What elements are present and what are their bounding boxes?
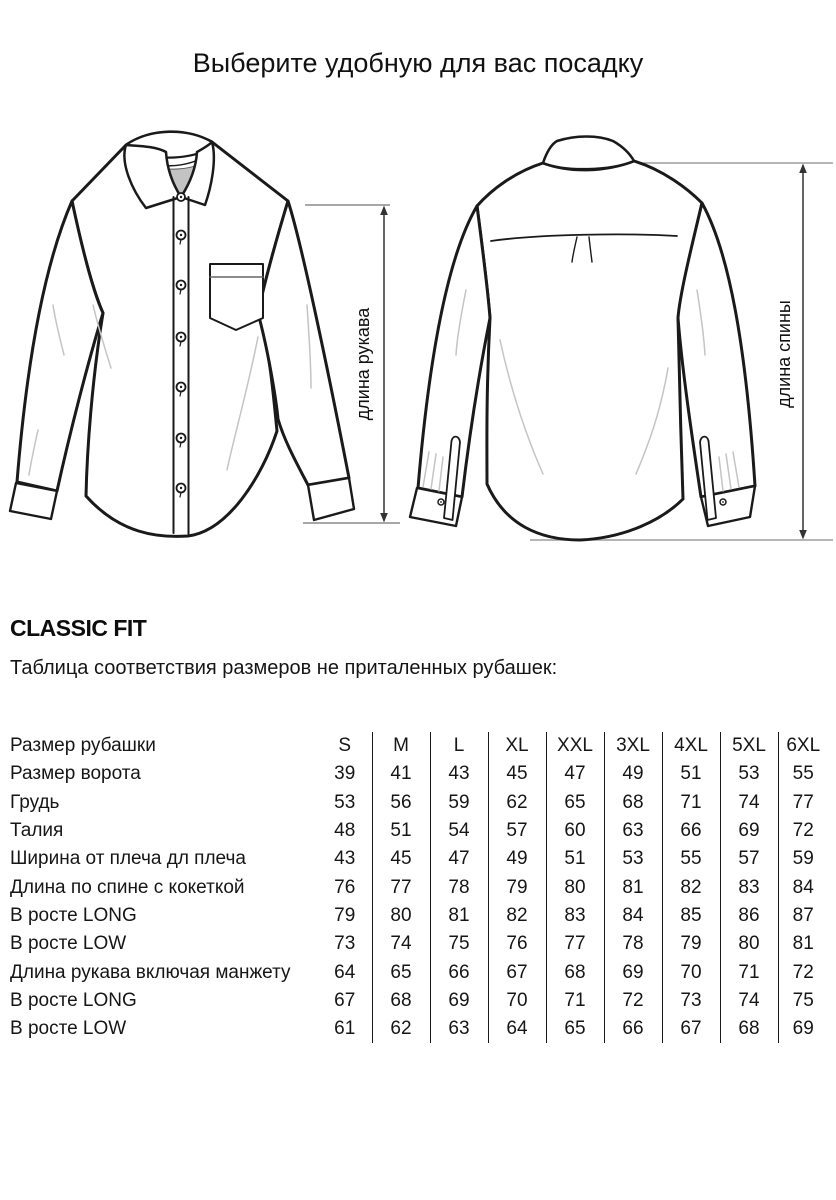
value-cell: 80 — [546, 873, 604, 901]
value-cell: 84 — [604, 902, 662, 930]
row-label: Длина рукава включая манжету — [10, 961, 291, 983]
value-cell: 74 — [372, 930, 430, 958]
value-cell: 65 — [546, 789, 604, 817]
row-label: Размер рубашки — [10, 735, 156, 757]
table-row — [8, 873, 828, 901]
value-cell: 47 — [546, 760, 604, 788]
value-cell: 73 — [662, 987, 720, 1015]
table-row — [8, 987, 828, 1015]
value-cell: 53 — [604, 845, 662, 873]
value-cell: 78 — [604, 930, 662, 958]
value-cell: 51 — [372, 817, 430, 845]
value-cell: 71 — [662, 789, 720, 817]
value-cell: 82 — [488, 902, 546, 930]
table-row — [8, 760, 828, 788]
value-cell: 49 — [604, 760, 662, 788]
row-label: В росте LONG — [10, 989, 137, 1011]
value-cell: 73 — [334, 933, 356, 955]
size-header-row — [8, 732, 828, 760]
row-label: Ширина от плеча дл плеча — [10, 848, 246, 870]
value-cell: 72 — [604, 987, 662, 1015]
value-cell: 75 — [778, 987, 828, 1015]
value-cell: 68 — [372, 987, 430, 1015]
value-cell: 76 — [488, 930, 546, 958]
value-cell: 79 — [488, 873, 546, 901]
value-cell: 71 — [546, 987, 604, 1015]
value-cell: 86 — [720, 902, 778, 930]
value-cell: 69 — [778, 1015, 828, 1043]
size-header-cell: L — [430, 732, 488, 760]
value-cell: 43 — [430, 760, 488, 788]
value-cell: 87 — [778, 902, 828, 930]
value-cell: 74 — [720, 987, 778, 1015]
row-label: В росте LOW — [10, 933, 127, 955]
value-cell: 77 — [546, 930, 604, 958]
value-cell: 39 — [334, 763, 356, 785]
value-cell: 85 — [662, 902, 720, 930]
back-length-label: длина спины — [774, 300, 794, 408]
value-cell: 63 — [604, 817, 662, 845]
value-cell: 64 — [334, 961, 356, 983]
value-cell: 75 — [430, 930, 488, 958]
value-cell: 67 — [488, 958, 546, 986]
value-cell: 48 — [334, 820, 356, 842]
value-cell: 61 — [334, 1018, 356, 1040]
value-cell: 41 — [372, 760, 430, 788]
size-table-body — [8, 732, 828, 1043]
row-label: В росте LOW — [10, 1018, 127, 1040]
value-cell: 82 — [662, 873, 720, 901]
value-cell: 80 — [372, 902, 430, 930]
value-cell: 81 — [778, 930, 828, 958]
value-cell: 66 — [604, 1015, 662, 1043]
value-cell: 83 — [720, 873, 778, 901]
size-header-cell: XL — [488, 732, 546, 760]
value-cell: 53 — [720, 760, 778, 788]
page-title: Выберите удобную для вас посадку — [192, 48, 644, 78]
value-cell: 55 — [662, 845, 720, 873]
value-cell: 79 — [662, 930, 720, 958]
value-cell: 74 — [720, 789, 778, 817]
size-header-cell: 6XL — [778, 732, 828, 760]
value-cell: 51 — [662, 760, 720, 788]
size-header-cell: XXL — [546, 732, 604, 760]
value-cell: 59 — [430, 789, 488, 817]
back-length-measure — [774, 164, 807, 540]
value-cell: 65 — [546, 1015, 604, 1043]
value-cell: 53 — [334, 791, 356, 813]
value-cell: 79 — [334, 904, 356, 926]
value-cell: 77 — [372, 873, 430, 901]
value-cell: 66 — [662, 817, 720, 845]
value-cell: 57 — [488, 817, 546, 845]
value-cell: 45 — [372, 845, 430, 873]
table-row — [8, 1015, 828, 1043]
value-cell: 45 — [488, 760, 546, 788]
row-label: Размер ворота — [10, 763, 141, 785]
row-label: Грудь — [10, 791, 60, 813]
value-cell: 71 — [720, 958, 778, 986]
row-label: В росте LONG — [10, 904, 137, 926]
value-cell: 62 — [372, 1015, 430, 1043]
value-cell: 54 — [430, 817, 488, 845]
value-cell: 68 — [720, 1015, 778, 1043]
size-header-cell: 3XL — [604, 732, 662, 760]
value-cell: 84 — [778, 873, 828, 901]
value-cell: 69 — [720, 817, 778, 845]
value-cell: 78 — [430, 873, 488, 901]
value-cell: 67 — [334, 989, 356, 1011]
front-right-cuff — [308, 478, 354, 520]
value-cell: 69 — [430, 987, 488, 1015]
value-cell: 77 — [778, 789, 828, 817]
value-cell: 70 — [662, 958, 720, 986]
value-cell: 65 — [372, 958, 430, 986]
shirt-diagram — [0, 105, 836, 580]
value-cell: 67 — [662, 1015, 720, 1043]
value-cell: 55 — [778, 760, 828, 788]
shirt-back-view — [410, 137, 755, 541]
value-cell: 56 — [372, 789, 430, 817]
size-header-cell: M — [372, 732, 430, 760]
value-cell: 43 — [334, 848, 356, 870]
value-cell: 68 — [604, 789, 662, 817]
table-row — [8, 845, 828, 873]
table-caption: Таблица соответствия размеров не приталенных рубашек: — [10, 657, 558, 679]
row-label: Длина по спине с кокеткой — [10, 876, 245, 898]
value-cell: 64 — [488, 1015, 546, 1043]
size-header-cell: S — [338, 735, 352, 757]
value-cell: 51 — [546, 845, 604, 873]
shirt-front-view — [10, 132, 354, 537]
table-row — [8, 789, 828, 817]
value-cell: 80 — [720, 930, 778, 958]
chest-pocket — [210, 264, 263, 330]
back-body — [477, 161, 702, 540]
value-cell: 62 — [488, 789, 546, 817]
sleeve-length-label: длина рукава — [353, 307, 373, 421]
size-header-cell: 4XL — [662, 732, 720, 760]
value-cell: 49 — [488, 845, 546, 873]
value-cell: 83 — [546, 902, 604, 930]
value-cell: 59 — [778, 845, 828, 873]
table-row — [8, 817, 828, 845]
value-cell: 81 — [604, 873, 662, 901]
value-cell: 72 — [778, 958, 828, 986]
value-cell: 57 — [720, 845, 778, 873]
value-cell: 70 — [488, 987, 546, 1015]
value-cell: 68 — [546, 958, 604, 986]
value-cell: 76 — [334, 876, 356, 898]
back-collar — [543, 137, 634, 170]
value-cell: 47 — [430, 845, 488, 873]
row-label: Талия — [10, 820, 64, 842]
value-cell: 69 — [604, 958, 662, 986]
table-row — [8, 930, 828, 958]
size-header-cell: 5XL — [720, 732, 778, 760]
value-cell: 63 — [430, 1015, 488, 1043]
value-cell: 60 — [546, 817, 604, 845]
value-cell: 72 — [778, 817, 828, 845]
table-row — [8, 958, 828, 986]
size-table — [8, 732, 828, 1043]
value-cell: 66 — [430, 958, 488, 986]
value-cell: 81 — [430, 902, 488, 930]
table-row — [8, 902, 828, 930]
fit-heading: CLASSIC FIT — [10, 615, 147, 641]
